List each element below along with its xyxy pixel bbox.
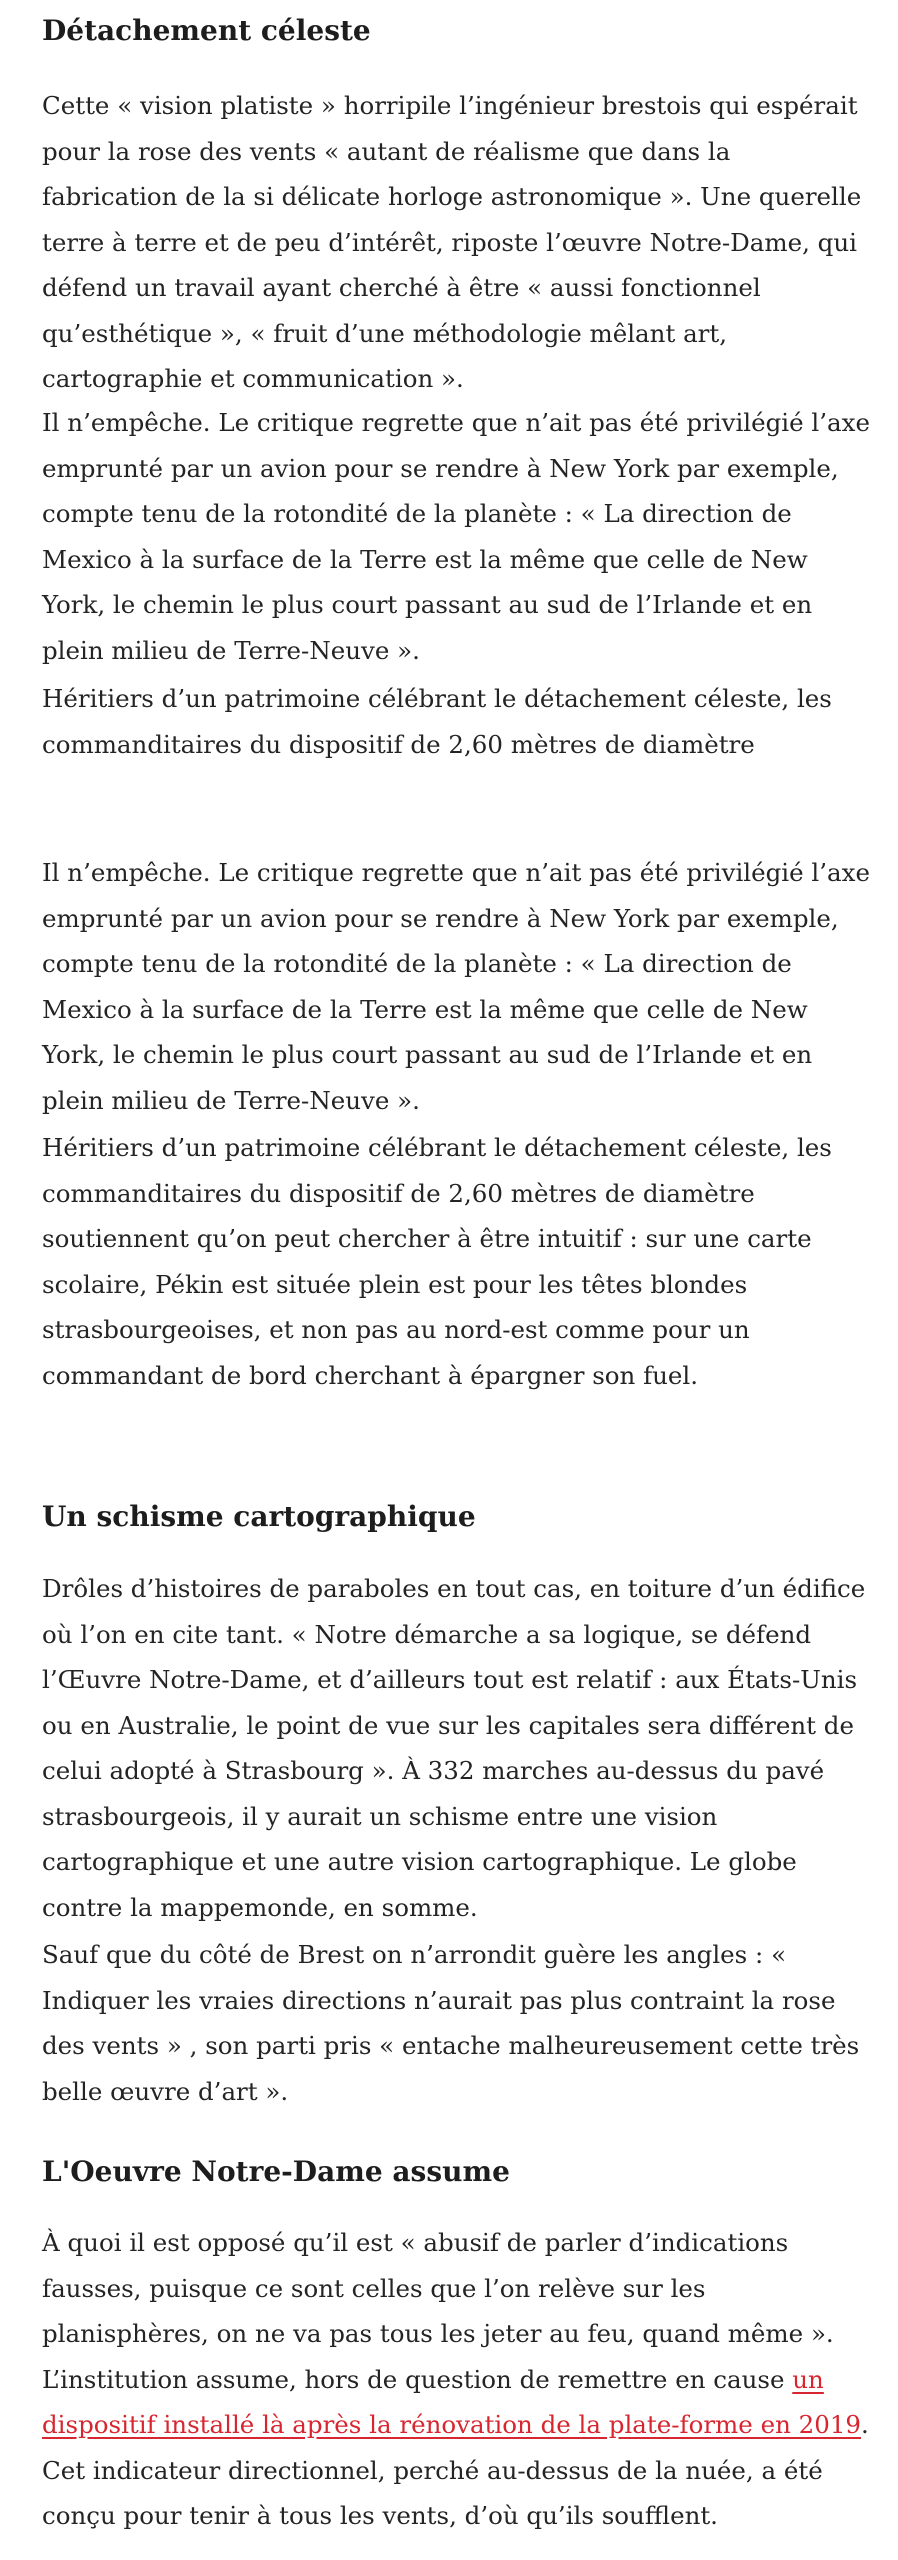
paragraph: Il n’empêche. Le critique regrette que n’ait pas été privilégié l’axe emprunté par un avion pour se rendre à New York par exemple, compte tenu de la rotondité de la planète : « La direction de Mexico à la surface de la Terre est la même que celle de New York, le chemin le plus court passant au sud de l’Irlande et en plein milieu de Terre-Neuve ». <box>42 858 870 1115</box>
section-heading-schisme: Un schisme cartographique <box>42 1500 476 1533</box>
paragraph: Sauf que du côté de Brest on n’arrondit guère les angles : « Indiquer les vraies directions n’aurait pas plus contraint la rose des vents » , son parti pris « entache malheureusement cette très belle œuvre d’art ». <box>42 1940 860 2106</box>
paragraph: Héritiers d’un patrimoine célébrant le détachement céleste, les commanditaires du dispositif de 2,60 mètres de diamètre soutiennent qu’on peut chercher à être intuitif : sur une carte scolaire, Pékin est située plein est pour les têtes blondes strasbourgeoises, et non pas au nord-est comme pour un commandant de bord cherchant à épargner son fuel. <box>42 1133 832 1390</box>
paragraph-text: . Cet indicateur directionnel, perché au-dessus de la nuée, a été conçu pour tenir à tous les vents, d’où qu’ils soufflent. <box>42 2410 869 2530</box>
section-heading-oeuvre: L'Oeuvre Notre-Dame assume <box>42 2155 510 2188</box>
article-link[interactable]: un dispositif installé là après la rénovation de la plate-forme en 2019 <box>42 2364 861 2439</box>
paragraph-truncated: Héritiers d’un patrimoine célébrant le détachement céleste, les commanditaires du dispositif de 2,60 mètres de diamètre <box>42 684 832 759</box>
paragraph-with-link <box>42 2220 872 2539</box>
paragraph: Drôles d’histoires de paraboles en tout cas, en toiture d’un édifice où l’on en cite tant. « Notre démarche a sa logique, se défend l’Œuvre Notre-Dame, et d’ailleurs tout est relatif : aux États-Unis ou en Australie, le point de vue sur les capitales sera différent de celui adopté à Strasbourg ». À 332 marches au-dessus du pavé strasbourgeois, il y aurait un schisme entre une vision cartographique et une autre vision cartographique. Le globe contre la mappemonde, en somme. <box>42 1574 866 1922</box>
paragraph: Cette « vision platiste » horripile l’ingénieur brestois qui espérait pour la rose des vents « autant de réalisme que dans la fabrication de la si délicate horloge astronomique ». Une querelle terre à terre et de peu d’intérêt, riposte l’œuvre Notre-Dame, qui défend un travail ayant cherché à être « aussi fonctionnel qu’esthétique », « fruit d’une méthodologie mêlant art, cartographie et communication ». <box>42 91 862 393</box>
section-heading-detachement: Détachement céleste <box>42 14 371 47</box>
paragraph-text: À quoi il est opposé qu’il est « abusif de parler d’indications fausses, puisque ce sont celles que l’on relève sur les planisphères, on ne va pas tous les jeter au feu, quand même ». L’institution assume, hors de question de remettre en cause <box>42 2228 834 2394</box>
paragraph: Il n’empêche. Le critique regrette que n’ait pas été privilégié l’axe emprunté par un avion pour se rendre à New York par exemple, compte tenu de la rotondité de la planète : « La direction de Mexico à la surface de la Terre est la même que celle de New York, le chemin le plus court passant au sud de l’Irlande et en plein milieu de Terre-Neuve ». <box>42 408 870 665</box>
